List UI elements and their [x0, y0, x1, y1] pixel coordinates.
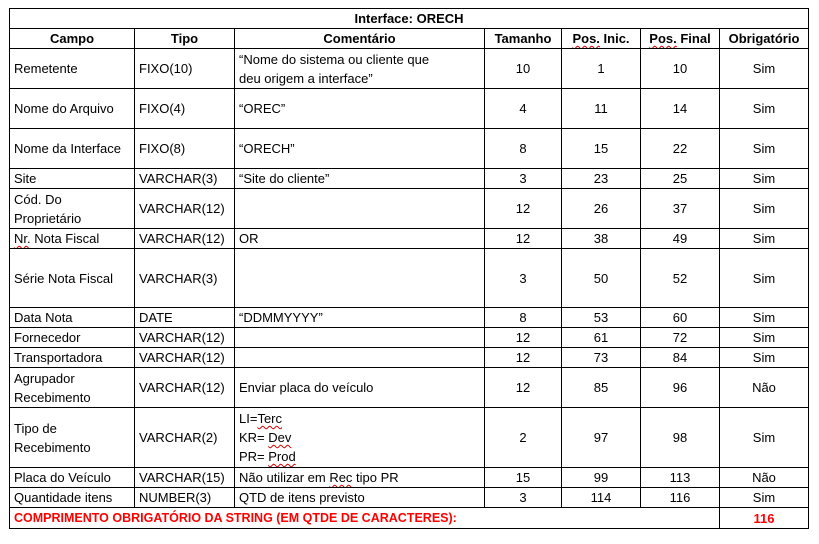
header-campo: Campo — [10, 29, 135, 49]
cell-comentario — [235, 308, 485, 328]
table-row — [10, 49, 809, 89]
cell-pos-final: 98 — [641, 408, 720, 468]
table-title: Interface: ORECH — [10, 9, 809, 29]
cell-obrigatorio: Sim — [720, 129, 809, 169]
cell-pos-inic: 73 — [562, 348, 641, 368]
cell-obrigatorio: Sim — [720, 49, 809, 89]
cell-tamanho: 8 — [485, 308, 562, 328]
cell-campo: Nome do Arquivo — [10, 89, 135, 129]
header-pos-final: Pos. Final — [641, 29, 720, 49]
cell-pos-inic: 97 — [562, 408, 641, 468]
comment-line: PR= Prod — [239, 449, 296, 464]
comment-line: OR — [239, 231, 259, 246]
table-row — [10, 249, 809, 308]
table-row — [10, 189, 809, 229]
cell-pos-final: 25 — [641, 169, 720, 189]
cell-tipo: VARCHAR(12) — [135, 328, 235, 348]
cell-obrigatorio: Sim — [720, 328, 809, 348]
cell-pos-final: 10 — [641, 49, 720, 89]
cell-tipo: VARCHAR(12) — [135, 348, 235, 368]
table-row — [10, 308, 809, 328]
comment-line: “OREC” — [239, 101, 286, 116]
cell-comentario — [235, 249, 485, 308]
cell-pos-inic: 15 — [562, 129, 641, 169]
cell-tamanho: 4 — [485, 89, 562, 129]
cell-comentario — [235, 129, 485, 169]
spellcheck-underline: Pos. — [572, 31, 600, 46]
cell-pos-final: 96 — [641, 368, 720, 408]
cell-pos-final: 22 — [641, 129, 720, 169]
table-row — [10, 229, 809, 249]
cell-pos-inic: 99 — [562, 468, 641, 488]
cell-obrigatorio: Sim — [720, 408, 809, 468]
cell-tamanho: 10 — [485, 49, 562, 89]
comment-line: Não utilizar em Rec tipo PR — [239, 470, 399, 485]
header-pos-inic: Pos. Inic. — [562, 29, 641, 49]
footer-row — [10, 508, 809, 529]
cell-tipo: FIXO(8) — [135, 129, 235, 169]
cell-tipo: VARCHAR(12) — [135, 229, 235, 249]
cell-campo: Remetente — [10, 49, 135, 89]
cell-obrigatorio: Sim — [720, 89, 809, 129]
cell-comentario — [235, 368, 485, 408]
comment-line: Enviar placa do veículo — [239, 380, 374, 395]
cell-obrigatorio: Sim — [720, 189, 809, 229]
cell-tamanho: 3 — [485, 249, 562, 308]
cell-obrigatorio: Sim — [720, 169, 809, 189]
cell-campo: Tipo de Recebimento — [10, 408, 135, 468]
cell-pos-inic: 38 — [562, 229, 641, 249]
cell-tamanho: 15 — [485, 468, 562, 488]
cell-pos-inic: 61 — [562, 328, 641, 348]
table-row — [10, 129, 809, 169]
table-body — [10, 49, 809, 508]
cell-pos-inic: 26 — [562, 189, 641, 229]
header-comentario: Comentário — [235, 29, 485, 49]
spellcheck-underline: Pos. — [649, 31, 677, 46]
table-row — [10, 328, 809, 348]
cell-pos-inic: 1 — [562, 49, 641, 89]
cell-pos-inic: 53 — [562, 308, 641, 328]
cell-obrigatorio: Não — [720, 368, 809, 408]
cell-tamanho: 3 — [485, 488, 562, 508]
spellcheck-underline: Rec — [329, 470, 353, 485]
header-tipo: Tipo — [135, 29, 235, 49]
cell-pos-inic: 85 — [562, 368, 641, 408]
cell-tamanho: 2 — [485, 408, 562, 468]
comment-line: “ORECH” — [239, 141, 295, 156]
cell-campo: Quantidade itens — [10, 488, 135, 508]
cell-pos-final: 116 — [641, 488, 720, 508]
header-obrigatorio: Obrigatório — [720, 29, 809, 49]
cell-comentario — [235, 189, 485, 229]
cell-pos-final: 60 — [641, 308, 720, 328]
cell-comentario — [235, 468, 485, 488]
table-row — [10, 468, 809, 488]
table-row — [10, 368, 809, 408]
footer-total: 116 — [720, 508, 809, 529]
cell-pos-inic: 11 — [562, 89, 641, 129]
cell-comentario — [235, 49, 485, 89]
table-row — [10, 348, 809, 368]
cell-tamanho: 12 — [485, 368, 562, 408]
cell-comentario — [235, 169, 485, 189]
cell-pos-final: 49 — [641, 229, 720, 249]
spellcheck-underline: Terc — [257, 411, 282, 426]
spellcheck-underline: Nr. — [14, 231, 31, 246]
cell-obrigatorio: Não — [720, 468, 809, 488]
header-tamanho: Tamanho — [485, 29, 562, 49]
cell-campo: Fornecedor — [10, 328, 135, 348]
cell-pos-inic: 114 — [562, 488, 641, 508]
table-row — [10, 408, 809, 468]
cell-pos-final: 113 — [641, 468, 720, 488]
cell-obrigatorio: Sim — [720, 249, 809, 308]
cell-tipo: NUMBER(3) — [135, 488, 235, 508]
comment-line: “Nome do sistema ou cliente que — [239, 51, 430, 67]
cell-campo: Nr. Nota Fiscal — [10, 229, 135, 249]
cell-comentario — [235, 348, 485, 368]
cell-tipo: DATE — [135, 308, 235, 328]
cell-obrigatorio: Sim — [720, 348, 809, 368]
cell-pos-final: 72 — [641, 328, 720, 348]
cell-pos-inic: 23 — [562, 169, 641, 189]
cell-campo: Agrupador Recebimento — [10, 368, 135, 408]
cell-obrigatorio: Sim — [720, 308, 809, 328]
footer-label: COMPRIMENTO OBRIGATÓRIO DA STRING (EM QTDE DE CARACTERES): — [10, 508, 720, 529]
spellcheck-underline: Prod — [268, 449, 296, 464]
header-row — [10, 29, 809, 49]
cell-comentario — [235, 408, 485, 468]
cell-tipo: FIXO(10) — [135, 49, 235, 89]
table-row — [10, 488, 809, 508]
cell-tamanho: 12 — [485, 348, 562, 368]
cell-comentario — [235, 488, 485, 508]
cell-tipo: VARCHAR(3) — [135, 249, 235, 308]
cell-comentario — [235, 229, 485, 249]
cell-pos-final: 37 — [641, 189, 720, 229]
cell-campo: Site — [10, 169, 135, 189]
cell-comentario — [235, 89, 485, 129]
table-row — [10, 169, 809, 189]
cell-campo: Nome da Interface — [10, 129, 135, 169]
cell-obrigatorio: Sim — [720, 229, 809, 249]
cell-tipo: VARCHAR(15) — [135, 468, 235, 488]
cell-tamanho: 12 — [485, 229, 562, 249]
cell-pos-inic: 50 — [562, 249, 641, 308]
cell-tipo: VARCHAR(12) — [135, 189, 235, 229]
cell-campo: Série Nota Fiscal — [10, 249, 135, 308]
cell-campo: Cód. Do Proprietário — [10, 189, 135, 229]
cell-campo: Data Nota — [10, 308, 135, 328]
cell-tipo: VARCHAR(12) — [135, 368, 235, 408]
table-row — [10, 89, 809, 129]
cell-obrigatorio: Sim — [720, 488, 809, 508]
cell-tipo: FIXO(4) — [135, 89, 235, 129]
cell-tamanho: 8 — [485, 129, 562, 169]
cell-campo: Transportadora — [10, 348, 135, 368]
cell-tipo: VARCHAR(2) — [135, 408, 235, 468]
cell-campo: Placa do Veículo — [10, 468, 135, 488]
cell-pos-final: 14 — [641, 89, 720, 129]
comment-line: KR= Dev — [239, 430, 292, 445]
comment-line: LI=Terc — [239, 411, 282, 426]
cell-comentario — [235, 328, 485, 348]
cell-pos-final: 52 — [641, 249, 720, 308]
cell-tipo: VARCHAR(3) — [135, 169, 235, 189]
comment-line: “DDMMYYYY” — [239, 310, 323, 325]
comment-line: QTD de itens previsto — [239, 490, 365, 505]
cell-tamanho: 12 — [485, 189, 562, 229]
interface-spec-table — [9, 8, 809, 529]
cell-tamanho: 3 — [485, 169, 562, 189]
cell-pos-final: 84 — [641, 348, 720, 368]
comment-line: “Site do cliente” — [239, 171, 330, 186]
spellcheck-underline: Dev — [268, 430, 292, 445]
cell-tamanho: 12 — [485, 328, 562, 348]
comment-line: deu origem a interface” — [239, 70, 373, 86]
